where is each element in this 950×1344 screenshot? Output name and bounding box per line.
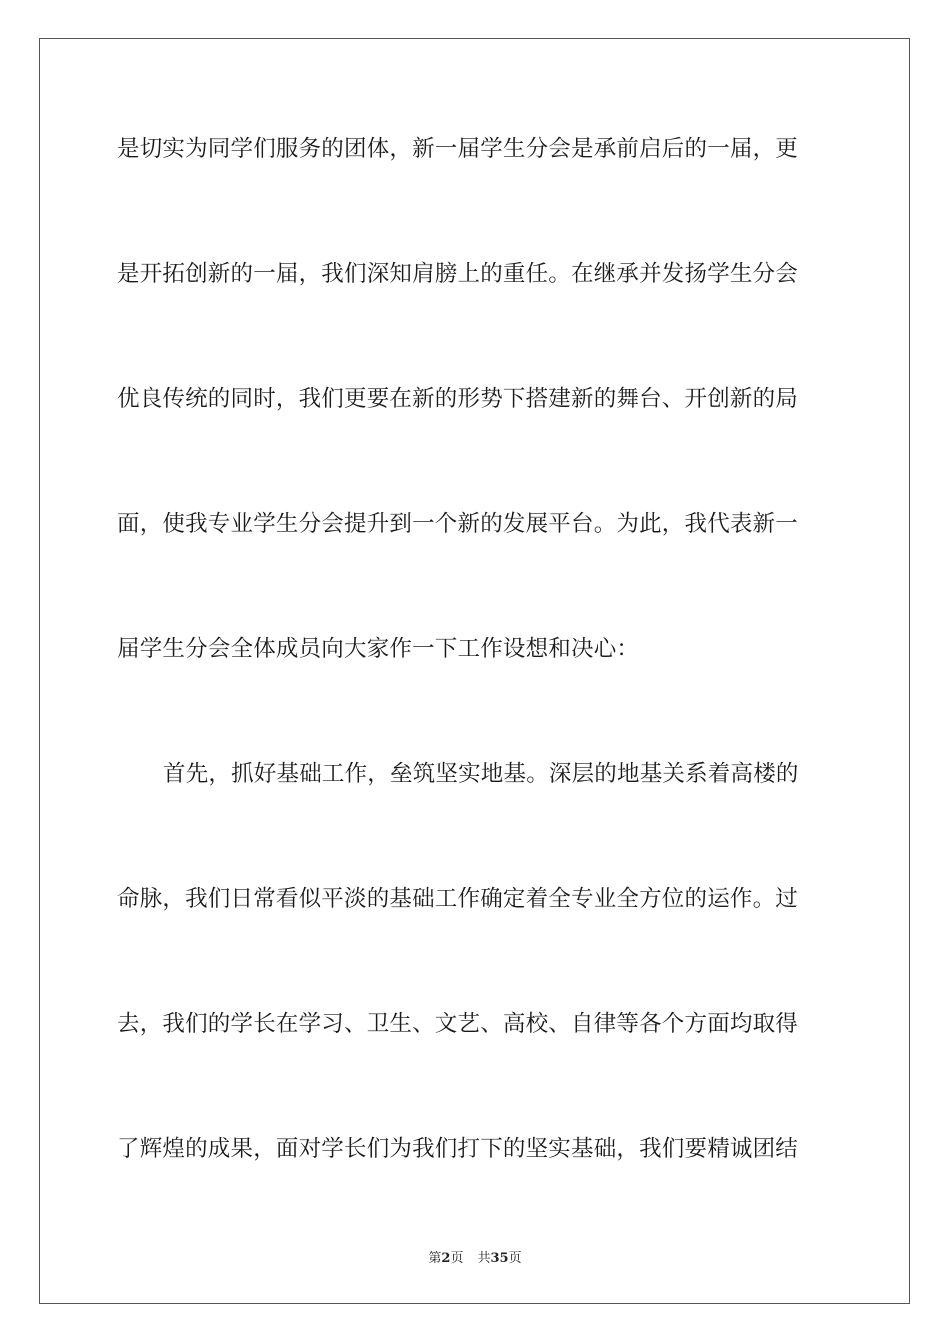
body-text-line: 了辉煌的成果，面对学长们为我们打下的坚实基础，我们要精诚团结: [117, 1136, 799, 1162]
paragraph-first-line: 首先，抓好基础工作，垒筑坚实地基。深层的地基关系着高楼的: [163, 761, 799, 787]
body-text-line: 届学生分会全体成员向大家作一下工作设想和决心：: [117, 636, 640, 662]
body-text-line: 命脉，我们日常看似平淡的基础工作确定着全专业全方位的运作。过: [117, 886, 799, 912]
total-page-count: 35: [490, 1251, 509, 1266]
page-number-indicator: 第2页: [428, 1251, 464, 1266]
page-footer: [0, 1247, 950, 1266]
page-border: [39, 38, 910, 1304]
body-text-line: 去，我们的学长在学习、卫生、文艺、高校、自律等各个方面均取得: [117, 1011, 799, 1037]
body-text-line: 优良传统的同时，我们更要在新的形势下搭建新的舞台、开创新的局: [117, 386, 799, 412]
current-page-number: 2: [441, 1251, 451, 1266]
body-text-line: 面，使我专业学生分会提升到一个新的发展平台。为此，我代表新一: [117, 511, 799, 537]
body-text-line: 是切实为同学们服务的团体，新一届学生分会是承前启后的一届，更: [117, 136, 799, 162]
total-pages-indicator: 共35页: [477, 1251, 522, 1266]
body-text-line: 是开拓创新的一届，我们深知肩膀上的重任。在继承并发扬学生分会: [117, 261, 799, 287]
